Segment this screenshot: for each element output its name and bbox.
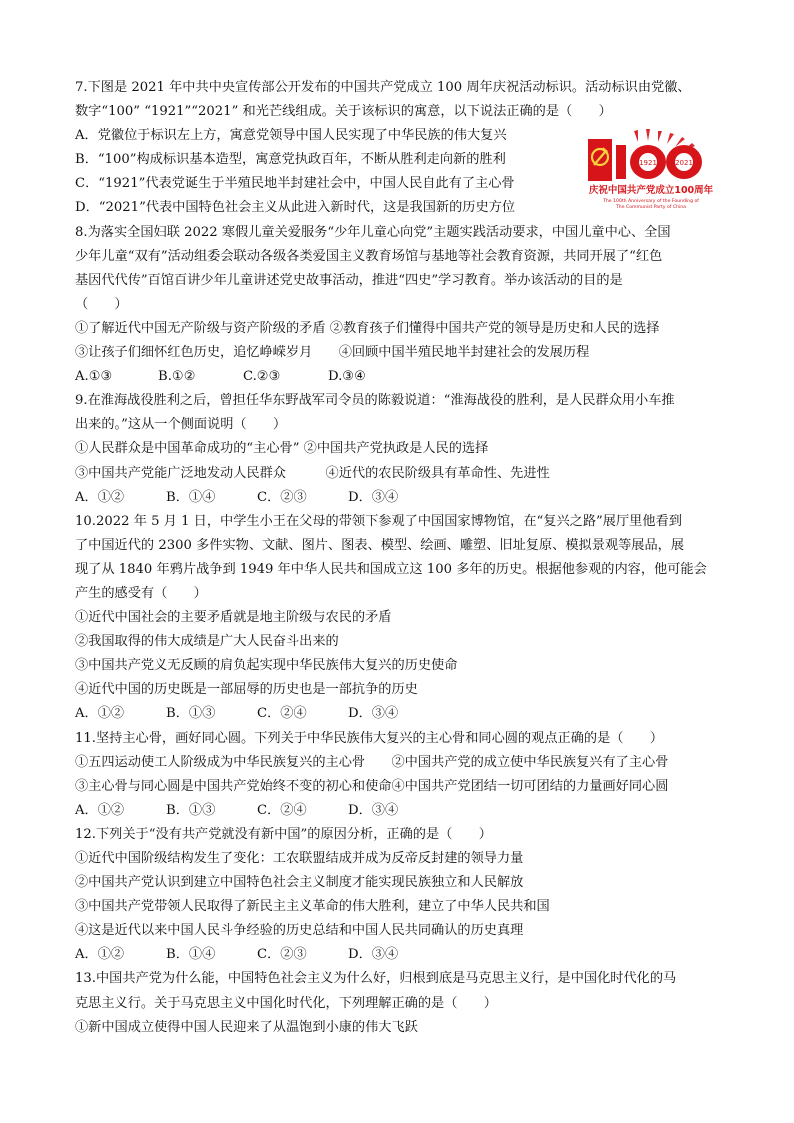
question-stem: 8.为落实全国妇联 2022 寒假儿童关爱服务“少年儿童心向党”主题实践活动要求，中国儿童中心、全国 [75,224,671,240]
choice-a: A．①② [75,706,125,722]
question-stem: 克思主义行。关于马克思主义中国化时代化，下列理解正确的是（ ） [75,995,497,1011]
logo-caption-cn: 庆祝中国共产党成立100周年 [588,185,714,196]
choice-d: D．③④ [348,802,399,818]
answer-choices [75,943,725,967]
statement-line: ①了解近代中国无产阶级与资产阶级的矛盾 ②教育孩子们懂得中国共产党的领导是历史和人民的选择 [75,320,660,336]
question-12 [75,823,725,968]
question-10 [75,510,725,727]
question-stem: 少年儿童“双有”活动组委会联动各级各类爱国主义教育场馆与基地等社会教育资源，共同开展了“红色 [75,248,663,264]
logo-caption-en-2: The Communist Party of China [616,205,686,210]
question-stem: 10.2022 年 5 月 1 日，中学生小王在父母的带领下参观了中国国家博物馆，在“复兴之路”展厅里他看到 [75,513,682,529]
question-stem: 12.下列关于“没有共产党就没有新中国”的原因分析，正确的是（ ） [75,826,492,842]
option-c: C．“1921”代表党诞生于半殖民地半封建社会中，中国人民自此有了主心骨 [75,176,515,192]
statement-line: ③中国共产党带领人民取得了新民主主义革命的伟大胜利，建立了中华人民共和国 [75,899,550,915]
answer-choices [75,799,725,823]
statement-line: ②我国取得的伟大成绩是广大人民奋斗出来的 [75,634,339,650]
choice-c: C.②③ [243,369,281,385]
logo-caption-en-1: The 100th Anniversary of the Founding of [603,199,699,204]
statement-line: ③中国共产党义无反顾的肩负起实现中华民族伟大复兴的历史使命 [75,658,458,674]
question-stem: 出来的。”这从一个侧面说明（ ） [75,417,287,433]
statement-line: ①新中国成立使得中国人民迎来了从温饱到小康的伟大飞跃 [75,1019,418,1035]
statement-line: ③主心骨与同心圆是中国共产党始终不变的初心和使命④中国共产党团结一切可团结的力量画好同心圆 [75,778,669,794]
answer-choices [75,702,725,726]
question-stem: 基因代代传”百馆百讲少年儿童讲述党史故事活动，推进“四史”学习教育。举办该活动的目的是 [75,272,623,288]
option-d: D．“2021”代表中国特色社会主义从此进入新时代，这是我国新的历史方位 [75,200,516,216]
statement-line: ④这是近代以来中国人民斗争经验的历史总结和中国人民共同确认的历史真理 [75,923,524,939]
choice-c: C．②③ [257,947,307,963]
question-stem: 13.中国共产党为什么能，中国特色社会主义为什么好，归根到底是马克思主义行，是中国化时代化的马 [75,971,677,987]
choice-c: C．②④ [257,802,307,818]
statement-line: ③让孩子们细怀红色历史，追忆峥嵘岁月 ④回顾中国半殖民地半封建社会的发展历程 [75,345,590,361]
question-stem: 产生的感受有（ ） [75,585,207,601]
choice-a: A．①② [75,489,125,505]
choice-a: A．①② [75,802,125,818]
party-emblem-icon [588,139,612,181]
question-stem: 数字“100” “1921”“2021” 和光芒线组成。关于该标识的寓意，以下说法正确的是（ ） [75,104,612,120]
statement-line: ④近代中国的历史既是一部屈辱的历史也是一部抗争的历史 [75,682,418,698]
exam-page [75,76,725,1040]
option-b: B．“100”构成标识基本造型，寓意党执政百年，不断从胜利走向新的胜利 [75,152,506,168]
choice-b: B.①② [158,369,196,385]
choice-c: C．②③ [257,489,307,505]
question-13 [75,967,725,1039]
year-left: 1921 [639,159,657,167]
statement-line: ①近代中国阶级结构发生了变化：工农联盟结成并成为反帝反封建的领导力量 [75,851,524,866]
choice-b: B．①③ [166,802,216,818]
answer-choices [75,486,725,510]
choice-b: B．①④ [166,947,216,963]
statement-line: ②中国共产党认识到建立中国特色社会主义制度才能实现民族独立和人民解放 [75,875,524,891]
choice-a: A.①③ [75,369,113,385]
statement-line: ①近代中国社会的主要矛盾就是地主阶级与农民的矛盾 [75,610,392,626]
question-stem: 9.在淮海战役胜利之后，曾担任华东野战军司令员的陈毅说道：“淮海战役的胜利，是人民群众用小车推 [75,393,675,409]
year-right: 2021 [675,159,693,167]
statement-line: ①人民群众是中国革命成功的“主心骨” ②中国共产党执政是人民的选择 [75,441,489,457]
choice-b: B．①③ [166,706,216,722]
choice-c: C．②④ [257,706,307,722]
choice-b: B．①④ [166,489,216,505]
question-stem: 7.下图是 2021 年中共中央宣传部公开发布的中国共产党成立 100 周年庆祝活动标识。活动标识由党徽、 [75,80,691,95]
option-a: A．党徽位于标识左上方，寓意党领导中国人民实现了中华民族的伟大复兴 [75,128,507,144]
question-stem: 现了从 1840 年鸦片战争到 1949 年中华人民共和国成立这 100 多年的历史。根据他参观的内容，他可能会 [75,561,707,577]
answer-choices [75,365,725,389]
choice-d: D．③④ [348,489,399,505]
question-stem: 11.坚持主心骨，画好同心圆。下列关于中华民族伟大复兴的主心骨和同心圆的观点正确的是（ ） [75,730,664,746]
choice-d: D．③④ [348,706,399,722]
centenary-logo-graphic [586,127,716,213]
question-11 [75,727,725,823]
centenary-number [616,145,702,179]
statement-line: ①五四运动使工人阶级成为中华民族复兴的主心骨 ②中国共产党的成立使中华民族复兴有了主心骨 [75,754,669,770]
question-8 [75,221,725,390]
choice-a: A．①② [75,947,125,963]
question-stem: 了中国近代的 2300 多件实物、文献、图片、图表、模型、绘画、雕塑、旧址复原、模拟景观等展品，展 [75,537,685,553]
question-stem: （ ） [75,296,128,312]
choice-d: D．③④ [348,947,399,963]
choice-d: D.③④ [328,369,366,385]
centenary-logo [586,127,716,213]
question-9 [75,389,725,509]
statement-line: ③中国共产党能广泛地发动人民群众 ④近代的农民阶级具有革命性、先进性 [75,465,550,481]
